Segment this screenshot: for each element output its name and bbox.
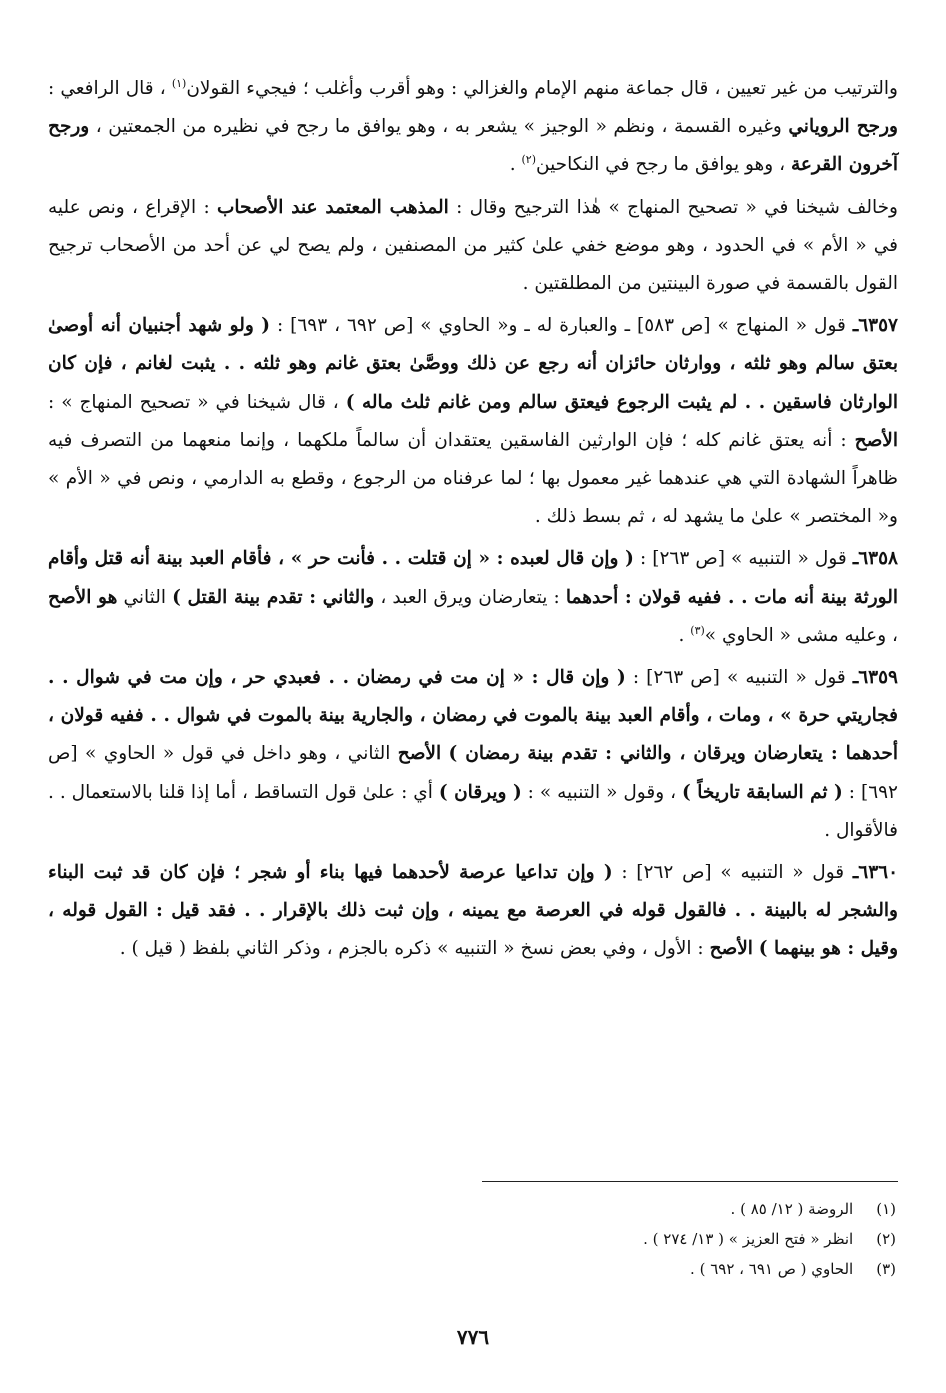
footnote-text: انظر « فتح العزيز » ( ١٣/ ٢٧٤ ) . (643, 1230, 854, 1248)
paragraph (48, 70, 898, 185)
bold-text: ( ولو شهد أجنبيان أنه أوصىٰ بعتق سالم وهو ثلثه ، ووارثان حائزان أنه رجع عن ذلك ووصَّىٰ بعتق غانم وهو ثلثه . . يثبت لغانم ، فإن كان الوارثان فاسقين . . لم يثبت الرجوع فيعتق سالم ومن غانم ثلث ماله ) (48, 315, 899, 413)
text-run: وغيره القسمة ، ونظم « الوجيز » يشعر به ، وهو يوافق ما رجح في نظيره من الجمعتين ، (89, 116, 789, 138)
text-run: وخالف شيخنا في « تصحيح المنهاج » هٰذا الترجيح وقال : (448, 196, 898, 218)
text-run: الثاني ، وهو داخل في قول « الحاوي » [ص ٦٩٢] : (48, 743, 898, 803)
text-run: والترتيب من غير تعيين ، قال جماعة منهم الإمام والغزالي : وهو أقرب وأغلب ؛ فيجيء القولان (186, 78, 898, 99)
text-run: : الأول ، وفي بعض نسخ « التنبيه » ذكره بالجزم ، وذكر الثاني بلفظ ( قيل ) . (119, 938, 710, 960)
bold-text: ورجح آخرون القرعة (48, 116, 898, 176)
footnote (196, 1254, 896, 1284)
text-run: ، وعليه مشى « الحاوي » (704, 624, 898, 646)
footnote-text: الحاوي ( ص ٦٩١ ، ٦٩٢ ) . (690, 1260, 854, 1278)
text-run: : يتعارضان ويرق العبد ، (374, 586, 566, 608)
footnotes (196, 1194, 896, 1284)
text-run: أي : علىٰ قول التساقط ، أما إذا قلنا بالاستعمال . . فالأقوال . (48, 781, 898, 841)
text-run: : الإقراع ، ونص عليه في « الأم » في الحدود ، وهو موضع خفي علىٰ كثير من المصنفين ، ولم يصح لي عن أحد من الأصحاب ترجيح القول بالقسمة في صورة البينتين من المطلقتين . (48, 196, 898, 295)
bold-text: ( ثم السابقة تاريخاً ) (682, 781, 843, 803)
footnote-number: (٣) (876, 1260, 896, 1278)
text-run: قول « التنبيه » [ص ٢٦٣] : (633, 548, 853, 570)
paragraph (48, 854, 898, 969)
bold-text: المذهب المعتمد عند الأصحاب (217, 196, 449, 218)
bold-text: ٦٣٥٩ـ (852, 667, 898, 689)
footnote-number: (٢) (876, 1230, 896, 1248)
bold-text: ( وإن تداعيا عرصة لأحدهما فيها بناء أو شجر ؛ فإن كان قد ثبت البناء والشجر له بالبينة . . فالقول قوله في العرصة مع يمينه ، وإن ثبت ذلك بالإقرار . . فقد قيل : القول قوله ، وقيل : هو بينهما ) (48, 862, 898, 960)
text-run: . (678, 624, 691, 646)
text-run: ، وهو يوافق ما رجح في النكاحين (536, 154, 791, 176)
text-run (441, 743, 448, 764)
footnote-ref: (٢) (521, 153, 537, 167)
text-run: الثاني (117, 586, 173, 608)
text-run: . (509, 154, 522, 176)
footnote-separator (482, 1181, 898, 1182)
footnote-text: الروضة ( ١٢/ ٨٥ ) . (730, 1200, 854, 1218)
bold-text: والثاني : تقدم بينة القتل ) (172, 586, 375, 608)
bold-text: ٦٣٥٨ـ (852, 548, 898, 570)
footnote-ref: (١) (171, 76, 187, 90)
bold-text: ( وإن قال : « إن مت في رمضان . . فعبدي حر ، وإن مت في شوال . . فجاريتي حرة » ، ومات ، وأقام العبد بينة بالموت في رمضان ، والجارية بينة بالموت في شوال . . ففيه قولان ، أحدهما : يتعارضان ويرقان ، والثاني : تقدم بينة رمضان ) (48, 667, 898, 765)
text-run: قول « التنبيه » [ص ٢٦٣] : (625, 667, 853, 689)
paragraph (48, 659, 898, 850)
paragraph (48, 189, 898, 304)
bold-text: الأصح (397, 743, 442, 765)
text-run: قول « التنبيه » [ص ٢٦٢] : (612, 862, 853, 884)
bold-text: ورجح الروياني (788, 116, 898, 138)
text-run: قول « المنهاج » [ص ٥٨٣] ـ والعبارة له ـ و« الحاوي » [ص ٦٩٢ ، ٦٩٣] : (270, 315, 853, 337)
footnote-number: (١) (876, 1200, 896, 1218)
page-number: ٧٧٦ (456, 1325, 490, 1349)
bold-text: ( وإن قال لعبده : « إن قتلت . . فأنت حر » ، فأقام العبد بينة أنه قتل وأقام الورثة بينة أنه مات . . ففيه قولان : أحدهما (48, 548, 898, 608)
bold-text: الأصح (854, 429, 898, 451)
bold-text: ٦٣٦٠ـ (852, 862, 899, 884)
paragraph (48, 540, 898, 655)
main-text (48, 70, 898, 973)
text-run: ، قال شيخنا في « تصحيح المنهاج » : (48, 391, 346, 413)
footnote (196, 1224, 896, 1254)
bold-text: هو الأصح (48, 586, 118, 608)
bold-text: ٦٣٥٧ـ (852, 315, 898, 337)
footnote-ref: (٣) (690, 623, 705, 637)
text-run: ، وقول « التنبيه » : (521, 781, 683, 803)
text-run: ، قال الرافعي : (48, 78, 172, 99)
bold-text: ( ويرقان ) (438, 781, 522, 803)
footnote (196, 1194, 896, 1224)
text-run: : أنه يعتق غانم كله ؛ فإن الوارثين الفاسقين يعتقدان أن سالماً ملكهما ، وإنما منعهما من التصرف فيه ظاهراً الشهادة التي هي عندهما غير معمول بها ؛ لما عرفناه من الرجوع ، وقطع به الدارمي ، ونص في « الأم » و« المختصر » علىٰ ما يشهد له ، ثم بسط ذلك . (48, 429, 898, 528)
bold-text: الأصح (709, 938, 753, 960)
paragraph (48, 307, 898, 536)
